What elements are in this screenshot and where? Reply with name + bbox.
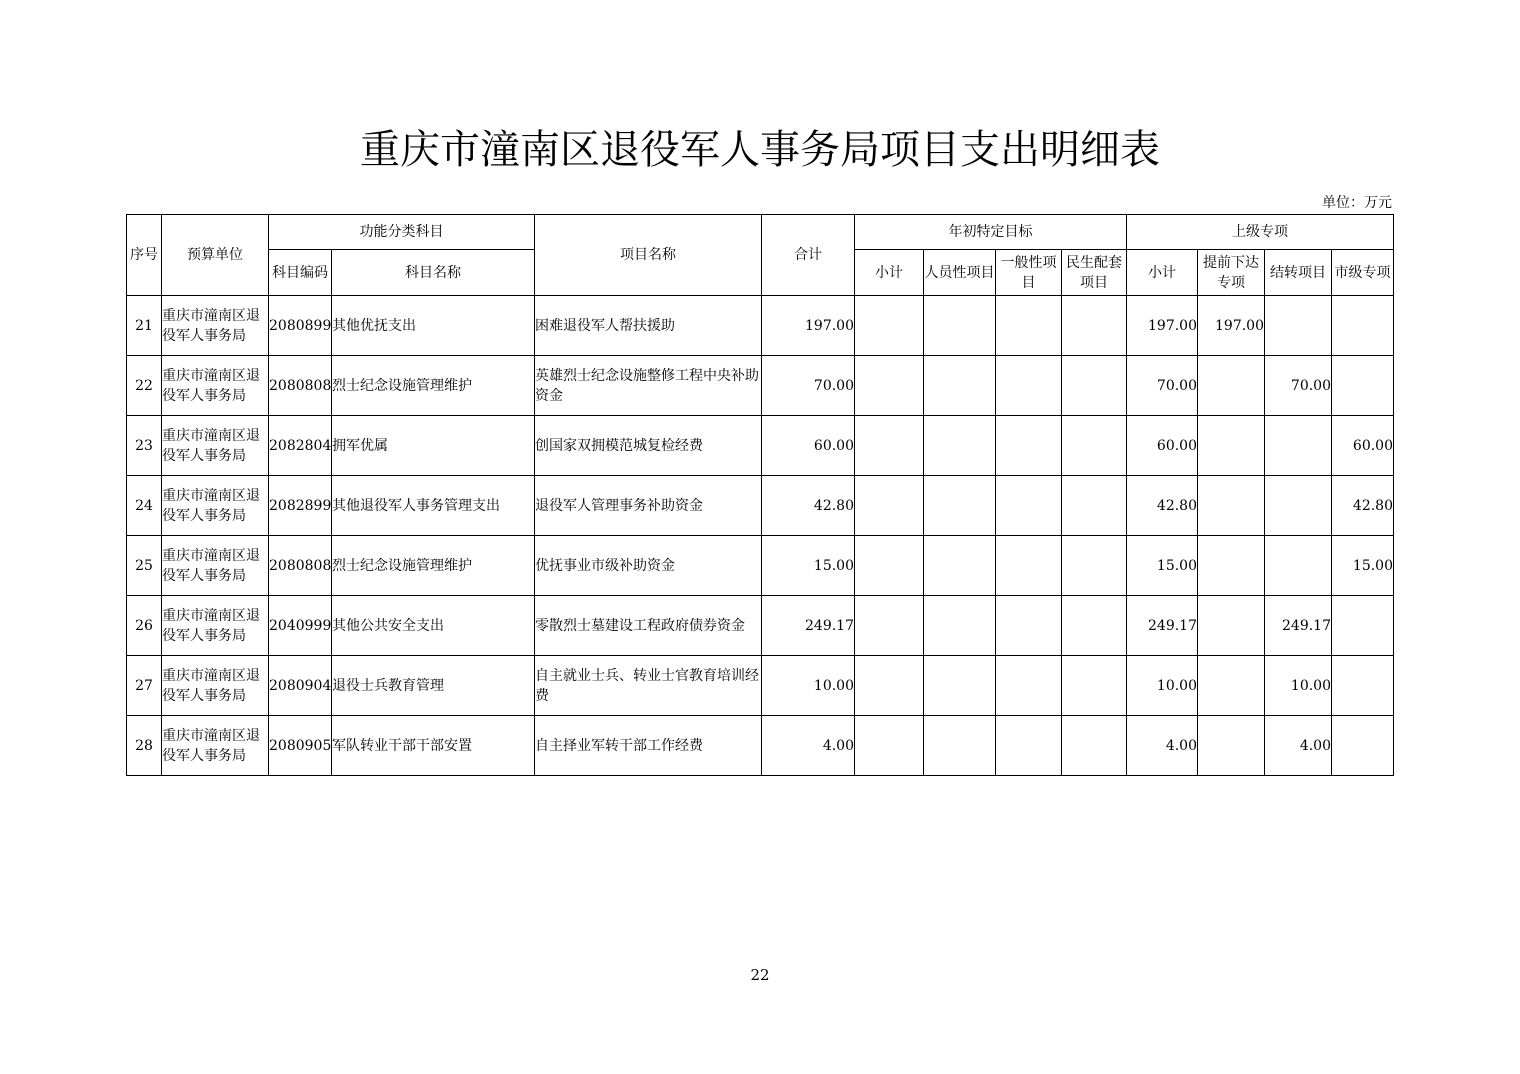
cell-subtotal-a <box>855 656 924 716</box>
cell-general <box>996 596 1062 656</box>
cell-seq: 21 <box>127 296 162 356</box>
cell-carryover: 10.00 <box>1265 656 1332 716</box>
cell-advance <box>1198 596 1265 656</box>
cell-carryover <box>1265 476 1332 536</box>
cell-subject: 烈士纪念设施管理维护 <box>332 536 535 596</box>
cell-general <box>996 476 1062 536</box>
cell-total: 4.00 <box>762 716 855 776</box>
cell-personnel <box>924 656 996 716</box>
cell-unit: 重庆市潼南区退役军人事务局 <box>162 476 269 536</box>
cell-personnel <box>924 536 996 596</box>
cell-subject: 其他优抚支出 <box>332 296 535 356</box>
cell-livelihood <box>1062 656 1127 716</box>
cell-code: 2082899 <box>269 476 332 536</box>
cell-advance <box>1198 356 1265 416</box>
cell-subtotal-a <box>855 356 924 416</box>
cell-livelihood <box>1062 356 1127 416</box>
header-livelihood: 民生配套项目 <box>1062 250 1127 296</box>
cell-seq: 26 <box>127 596 162 656</box>
cell-total: 197.00 <box>762 296 855 356</box>
cell-project: 零散烈士墓建设工程政府债券资金 <box>535 596 762 656</box>
header-advance: 提前下达专项 <box>1198 250 1265 296</box>
table-row <box>127 656 1394 716</box>
cell-carryover <box>1265 296 1332 356</box>
cell-advance: 197.00 <box>1198 296 1265 356</box>
header-unit: 预算单位 <box>162 215 269 296</box>
cell-subtotal-a <box>855 476 924 536</box>
cell-code: 2080899 <box>269 296 332 356</box>
cell-code: 2080904 <box>269 656 332 716</box>
table-row <box>127 476 1394 536</box>
cell-personnel <box>924 476 996 536</box>
header-subject-code: 科目编码 <box>269 250 332 296</box>
page-title: 重庆市潼南区退役军人事务局项目支出明细表 <box>360 127 1160 173</box>
table-row <box>127 596 1394 656</box>
cell-unit: 重庆市潼南区退役军人事务局 <box>162 296 269 356</box>
cell-subtotal-b: 249.17 <box>1127 596 1198 656</box>
cell-total: 249.17 <box>762 596 855 656</box>
cell-project: 优抚事业市级补助资金 <box>535 536 762 596</box>
cell-subtotal-a <box>855 416 924 476</box>
table-row <box>127 416 1394 476</box>
cell-project: 自主就业士兵、转业士官教育培训经费 <box>535 656 762 716</box>
cell-carryover: 70.00 <box>1265 356 1332 416</box>
cell-city <box>1332 296 1394 356</box>
page-number: 22 <box>750 966 770 984</box>
cell-general <box>996 536 1062 596</box>
cell-advance <box>1198 416 1265 476</box>
cell-city: 42.80 <box>1332 476 1394 536</box>
cell-personnel <box>924 416 996 476</box>
cell-city <box>1332 716 1394 776</box>
cell-project: 英雄烈士纪念设施整修工程中央补助资金 <box>535 356 762 416</box>
header-carryover: 结转项目 <box>1265 250 1332 296</box>
header-subtotal-b: 小计 <box>1127 250 1198 296</box>
cell-personnel <box>924 356 996 416</box>
cell-city: 60.00 <box>1332 416 1394 476</box>
cell-advance <box>1198 716 1265 776</box>
cell-carryover: 4.00 <box>1265 716 1332 776</box>
cell-subject: 其他公共安全支出 <box>332 596 535 656</box>
cell-carryover: 249.17 <box>1265 596 1332 656</box>
header-total: 合计 <box>762 215 855 296</box>
unit-label: 单位：万元 <box>1322 195 1392 211</box>
cell-livelihood <box>1062 296 1127 356</box>
cell-subject: 烈士纪念设施管理维护 <box>332 356 535 416</box>
cell-general <box>996 416 1062 476</box>
cell-total: 15.00 <box>762 536 855 596</box>
cell-advance <box>1198 536 1265 596</box>
cell-general <box>996 656 1062 716</box>
cell-seq: 27 <box>127 656 162 716</box>
cell-unit: 重庆市潼南区退役军人事务局 <box>162 536 269 596</box>
cell-subject: 拥军优属 <box>332 416 535 476</box>
cell-seq: 22 <box>127 356 162 416</box>
cell-advance <box>1198 476 1265 536</box>
cell-seq: 28 <box>127 716 162 776</box>
cell-code: 2040999 <box>269 596 332 656</box>
cell-subtotal-b: 10.00 <box>1127 656 1198 716</box>
table-row <box>127 296 1394 356</box>
cell-general <box>996 296 1062 356</box>
cell-code: 2080905 <box>269 716 332 776</box>
cell-carryover <box>1265 536 1332 596</box>
cell-livelihood <box>1062 476 1127 536</box>
cell-personnel <box>924 296 996 356</box>
cell-project: 困难退役军人帮扶援助 <box>535 296 762 356</box>
cell-livelihood <box>1062 716 1127 776</box>
cell-subtotal-b: 4.00 <box>1127 716 1198 776</box>
expenditure-table <box>126 214 1394 776</box>
cell-city <box>1332 356 1394 416</box>
header-subject-name: 科目名称 <box>332 250 535 296</box>
cell-seq: 25 <box>127 536 162 596</box>
cell-advance <box>1198 656 1265 716</box>
header-personnel: 人员性项目 <box>924 250 996 296</box>
cell-unit: 重庆市潼南区退役军人事务局 <box>162 596 269 656</box>
table-row <box>127 716 1394 776</box>
cell-general <box>996 716 1062 776</box>
header-func-class: 功能分类科目 <box>269 215 535 250</box>
cell-subject: 军队转业干部干部安置 <box>332 716 535 776</box>
cell-livelihood <box>1062 536 1127 596</box>
header-superior: 上级专项 <box>1127 215 1394 250</box>
cell-code: 2082804 <box>269 416 332 476</box>
cell-livelihood <box>1062 416 1127 476</box>
cell-subtotal-a <box>855 536 924 596</box>
cell-carryover <box>1265 416 1332 476</box>
cell-subtotal-a <box>855 596 924 656</box>
cell-seq: 23 <box>127 416 162 476</box>
cell-general <box>996 356 1062 416</box>
cell-code: 2080808 <box>269 536 332 596</box>
cell-subtotal-b: 42.80 <box>1127 476 1198 536</box>
table-row <box>127 356 1394 416</box>
cell-subtotal-b: 60.00 <box>1127 416 1198 476</box>
cell-project: 创国家双拥模范城复检经费 <box>535 416 762 476</box>
cell-unit: 重庆市潼南区退役军人事务局 <box>162 656 269 716</box>
cell-total: 10.00 <box>762 656 855 716</box>
cell-city <box>1332 656 1394 716</box>
cell-unit: 重庆市潼南区退役军人事务局 <box>162 716 269 776</box>
cell-unit: 重庆市潼南区退役军人事务局 <box>162 356 269 416</box>
cell-seq: 24 <box>127 476 162 536</box>
cell-project: 自主择业军转干部工作经费 <box>535 716 762 776</box>
header-city: 市级专项 <box>1332 250 1394 296</box>
cell-personnel <box>924 716 996 776</box>
table-row <box>127 536 1394 596</box>
cell-subtotal-b: 197.00 <box>1127 296 1198 356</box>
cell-livelihood <box>1062 596 1127 656</box>
cell-subtotal-a <box>855 716 924 776</box>
cell-code: 2080808 <box>269 356 332 416</box>
cell-total: 42.80 <box>762 476 855 536</box>
cell-city <box>1332 596 1394 656</box>
cell-personnel <box>924 596 996 656</box>
cell-subtotal-a <box>855 296 924 356</box>
cell-total: 60.00 <box>762 416 855 476</box>
cell-subtotal-b: 15.00 <box>1127 536 1198 596</box>
cell-city: 15.00 <box>1332 536 1394 596</box>
cell-unit: 重庆市潼南区退役军人事务局 <box>162 416 269 476</box>
cell-project: 退役军人管理事务补助资金 <box>535 476 762 536</box>
header-annual-target: 年初特定目标 <box>855 215 1127 250</box>
header-project: 项目名称 <box>535 215 762 296</box>
cell-subject: 其他退役军人事务管理支出 <box>332 476 535 536</box>
cell-total: 70.00 <box>762 356 855 416</box>
header-subtotal-a: 小计 <box>855 250 924 296</box>
cell-subject: 退役士兵教育管理 <box>332 656 535 716</box>
header-seq: 序号 <box>127 215 162 296</box>
cell-subtotal-b: 70.00 <box>1127 356 1198 416</box>
header-general: 一般性项目 <box>996 250 1062 296</box>
